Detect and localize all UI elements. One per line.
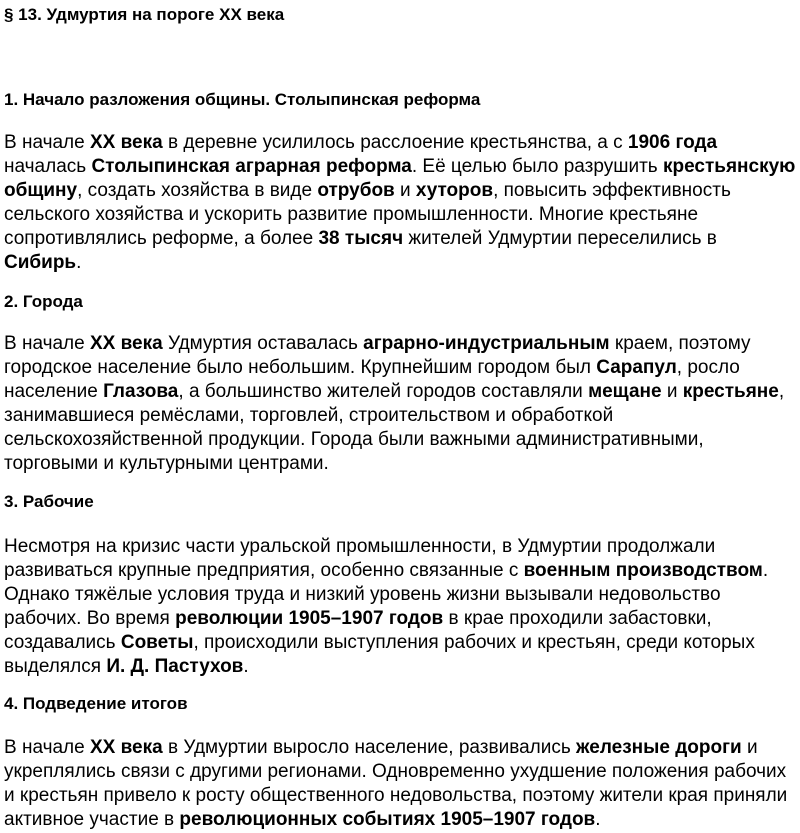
bold-term: военным производством	[523, 560, 763, 581]
page-title: § 13. Удмуртия на пороге XX века	[4, 5, 285, 24]
bold-term: отрубов	[317, 180, 395, 201]
bold-term: Столыпинская аграрная реформа	[91, 156, 412, 177]
text-run: В начале	[4, 333, 90, 354]
text-run: , а большинство жителей городов составляли	[178, 381, 589, 402]
section-paragraph-1	[4, 131, 796, 275]
text-run: краем, поэтому городское население было небольшим. Крупнейшим городом был	[4, 333, 751, 378]
bold-term: 38 тысяч	[318, 228, 404, 249]
text-run: В начале	[4, 132, 90, 153]
text-run: .	[243, 656, 249, 677]
text-run: в Удмуртии выросло население, развивались	[162, 737, 577, 758]
bold-term: Советы	[120, 632, 194, 653]
text-run: . Её целью было разрушить	[411, 156, 663, 177]
text-run: и	[394, 180, 416, 201]
section-heading-2: 2. Города	[4, 292, 83, 311]
bold-term: Глазова	[103, 381, 179, 402]
bold-term: 1906 года	[627, 132, 718, 153]
bold-term: аграрно-индустриальным	[363, 333, 610, 354]
section-paragraph-2	[4, 332, 796, 476]
bold-term: XX века	[90, 333, 163, 354]
bold-term: революционных событиях 1905–1907 годов	[179, 809, 596, 830]
text-run: в крае проходили забастовки, создавались	[4, 608, 712, 653]
text-run: , происходили выступления рабочих и крестьян, среди которых выделялся	[4, 632, 755, 677]
bold-term: XX века	[90, 737, 163, 758]
text-run: .	[595, 809, 601, 830]
text-run: Удмуртия оставалась	[162, 333, 364, 354]
text-run: , создать хозяйства в виде	[77, 180, 318, 201]
bold-term: крестьяне	[682, 381, 779, 402]
section-heading-4: 4. Подведение итогов	[4, 694, 188, 713]
text-run: .	[76, 252, 82, 273]
bold-term: И. Д. Пастухов	[106, 656, 244, 677]
bold-term: Сарапул	[596, 357, 677, 378]
text-run: , повысить эффективность сельского хозяйства и ускорить развитие промышленности. Многие крестьяне сопротивлялись реформе, а более	[4, 180, 731, 249]
bold-term: крестьянскую общину	[4, 156, 796, 201]
text-run: и	[661, 381, 683, 402]
section-paragraph-3	[4, 535, 796, 679]
text-run: началась	[4, 156, 92, 177]
text-run: в деревне усилилось расслоение крестьянства, а с	[162, 132, 628, 153]
bold-term: XX века	[90, 132, 163, 153]
bold-term: революции 1905–1907 годов	[175, 608, 444, 629]
section-heading-3: 3. Рабочие	[4, 492, 94, 511]
bold-term: мещане	[588, 381, 662, 402]
section-paragraph-4	[4, 736, 796, 832]
text-run: жителей Удмуртии переселились в	[403, 228, 717, 249]
bold-term: Сибирь	[4, 252, 77, 273]
bold-term: хуторов	[415, 180, 494, 201]
text-run: , росло население	[4, 357, 740, 402]
text-run: Несмотря на кризис части уральской промышленности, в Удмуртии продолжали развиваться крупные предприятия, особенно связанные с	[4, 536, 716, 581]
text-run: , занимавшиеся ремёслами, торговлей, строительством и обработкой сельскохозяйственной продукции. Города были важными административными, торговыми и культурными центрами.	[4, 381, 785, 474]
text-run: . Однако тяжёлые условия труда и низкий уровень жизни вызывали недовольство рабочих. Во время	[4, 560, 769, 629]
text-run: В начале	[4, 737, 90, 758]
text-run: и укреплялись связи с другими регионами. Одновременно ухудшение положения рабочих и крестьян привело к росту общественного недовольства, поэтому жители края приняли активное участие в	[4, 737, 788, 830]
bold-term: железные дороги	[576, 737, 742, 758]
section-heading-1: 1. Начало разложения общины. Столыпинская реформа	[4, 90, 481, 109]
